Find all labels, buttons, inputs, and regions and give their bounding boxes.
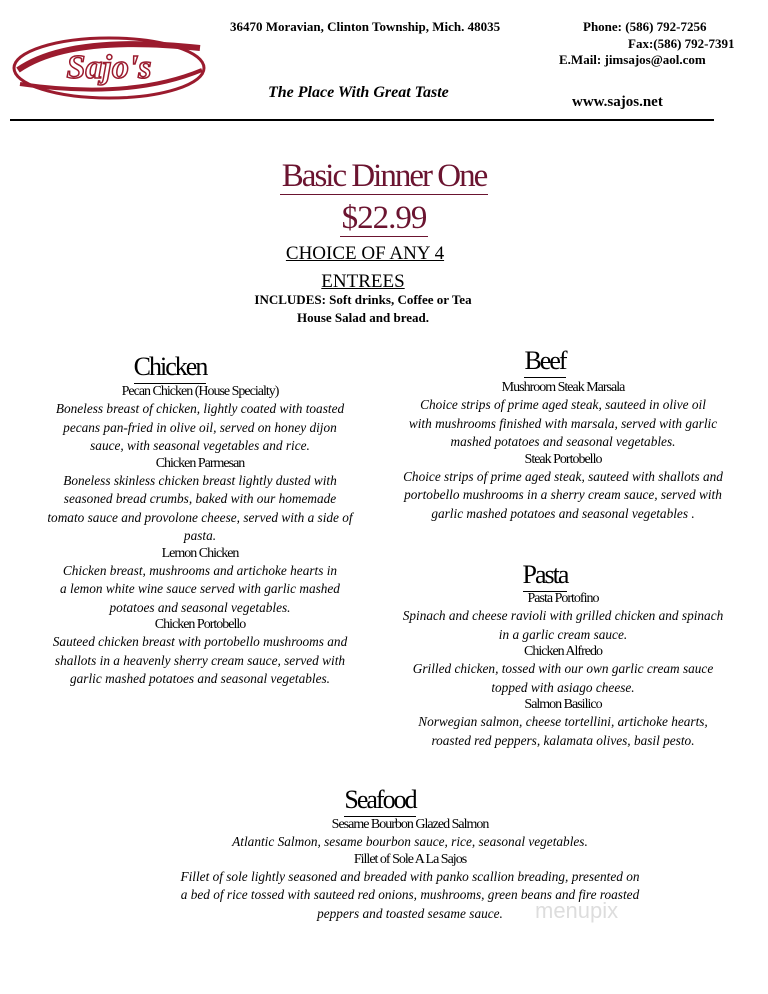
- menu-item-name: Chicken Alfredo: [524, 644, 602, 659]
- menu-item-desc: Atlantic Salmon, sesame bourbon sauce, rice, seasonal vegetables.: [232, 834, 588, 849]
- menu-item-name: Lemon Chicken: [161, 545, 239, 561]
- logo-text: Sajo's: [66, 49, 152, 86]
- fax: Fax:(586) 792-7391: [628, 36, 735, 51]
- menu-item-desc: Chicken breast, mushrooms and artichoke hearts in a lemon white wine sauce served with garlic mashed potatoes and seasonal vegetables.: [60, 562, 340, 615]
- menu-item-desc: Norwegian salmon, cheese tortellini, artichoke hearts, roasted red peppers, kalamata olives, basil pesto.: [418, 714, 708, 748]
- beef-heading: Beef: [380, 346, 710, 378]
- sajos-logo: [10, 30, 208, 102]
- menu-item-desc: Spinach and cheese ravioli with grilled chicken and spinach in a garlic cream sauce.: [402, 608, 724, 642]
- menu-item-desc: Sauteed chicken breast with portobello mushrooms and shallots in a heavenly sherry cream sauce, served with garlic mashed potatoes and seasonal vegetables.: [52, 634, 348, 686]
- seafood-items: [100, 817, 720, 923]
- seafood-heading: Seafood: [0, 785, 760, 817]
- pasta-items: [378, 591, 748, 750]
- menu-item-desc: Choice strips of prime aged steak, sauteed in olive oil with mushrooms finished with marsala, served with garlic mashed potatoes and seasonal vegetables.: [408, 397, 718, 449]
- includes-line2: House Salad and bread.: [297, 310, 429, 325]
- choice-line2: ENTREES: [321, 271, 405, 292]
- menu-item-name: Pasta Portofino: [527, 591, 599, 606]
- menu-item-name: Pecan Chicken (House Specialty): [121, 384, 279, 399]
- includes-line1: INCLUDES: Soft drinks, Coffee or Tea: [254, 292, 472, 307]
- menu-item-desc: Fillet of sole lightly seasoned and breaded with panko scallion breading, presented on a bed of rice tossed with sauteed red onions, mushrooms, green beans and fire roasted peppers and toasted sesame sauce.: [180, 868, 640, 921]
- menu-item-name: Mushroom Steak Marsala: [501, 380, 625, 395]
- phone: Phone: (586) 792-7256: [583, 19, 707, 34]
- website[interactable]: www.sajos.net: [572, 94, 663, 110]
- menu-item-name: Salmon Basilico: [524, 697, 602, 712]
- menu-item-name: Fillet of Sole A La Sajos: [353, 851, 467, 867]
- menu-item-desc: Grilled chicken, tossed with our own garlic cream sauce topped with asiago cheese.: [412, 661, 714, 695]
- chicken-heading: Chicken: [0, 352, 340, 384]
- menu-price: $22.99: [341, 200, 427, 236]
- menu-item-name: Steak Portobello: [524, 451, 602, 467]
- tagline: The Place With Great Taste: [268, 84, 449, 101]
- beef-items: [378, 380, 748, 523]
- menu-item-desc: Boneless skinless chicken breast lightly dusted with seasoned bread crumbs, baked with our homemade tomato sauce and provolone cheese, served with a side of pasta.: [47, 472, 353, 543]
- menu-title: Basic Dinner One: [281, 158, 487, 194]
- watermark: menupix: [535, 898, 619, 923]
- menu-item-name: Chicken Parmesan: [155, 455, 245, 471]
- pasta-heading: Pasta: [380, 560, 710, 592]
- chicken-items: [25, 384, 375, 689]
- menu-item-desc: Boneless breast of chicken, lightly coated with toasted pecans pan-fried in olive oil, served on honey dijon sauce, with seasonal vegetables and rice.: [55, 401, 345, 453]
- header-rule: [10, 119, 714, 121]
- email: E.Mail: jimsajos@aol.com: [559, 52, 706, 67]
- menu-item-desc: Choice strips of prime aged steak, sauteed with shallots and portobello mushrooms in a sherry cream sauce, served with garlic mashed potatoes and seasonal vegetables .: [403, 468, 723, 521]
- menu-item-name: Chicken Portobello: [154, 617, 246, 632]
- choice-line1: CHOICE OF ANY 4: [285, 243, 445, 264]
- address: 36470 Moravian, Clinton Township, Mich. 48035: [230, 19, 501, 34]
- menu-item-name: Sesame Bourbon Glazed Salmon: [331, 817, 489, 832]
